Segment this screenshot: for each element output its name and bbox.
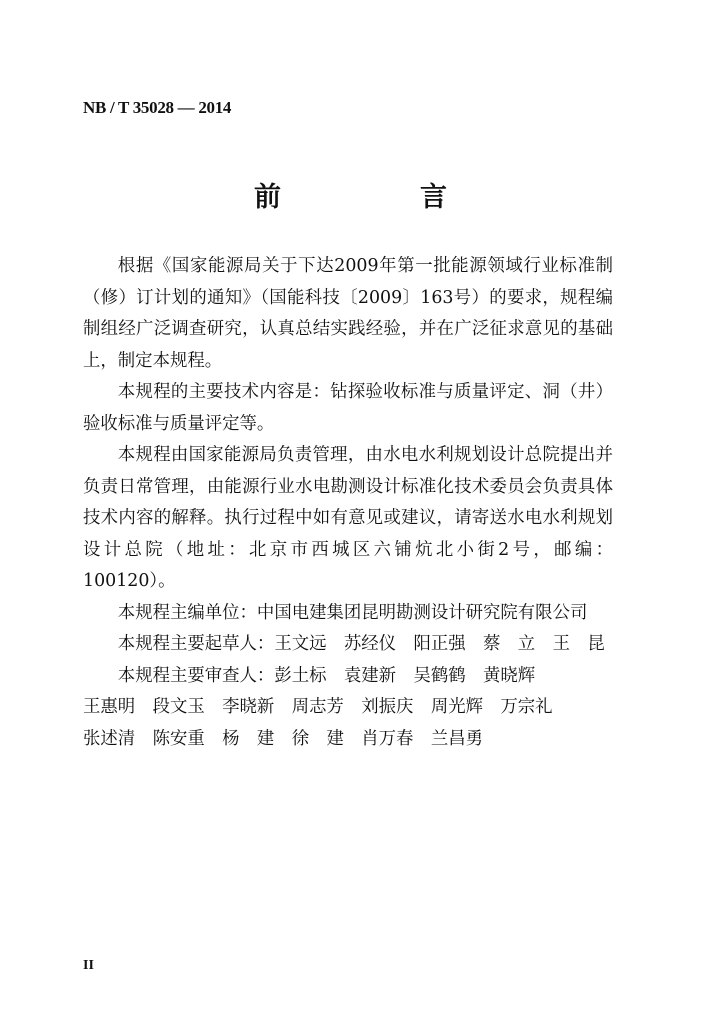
paragraph-main-content: 本规程的主要技术内容是：钻探验收标准与质量评定、洞（井）验收标准与质量评定等。 bbox=[83, 382, 613, 434]
paragraph-management: 本规程由国家能源局负责管理，由水电水利规划设计总院提出并负责日常管理，由能源行业水电勘测设计标准化技术委员会负责具体技术内容的解释。执行过程中如有意见或建议，请寄送水电水利规划设计总院（地址：北京市西城区六铺炕北小街2号，邮编：100120）。 bbox=[83, 445, 613, 591]
reviewers-continued-2: 张述清 陈安重 杨 建 徐 建 肖万春 兰昌勇 bbox=[83, 728, 483, 749]
page-title: 前 言 bbox=[254, 182, 503, 213]
reviewers-continued-1: 王惠明 段文玉 李晓新 周志芳 刘振庆 周光辉 万宗礼 bbox=[83, 697, 553, 717]
document-body bbox=[83, 251, 613, 755]
paragraph-basis: 根据《国家能源局关于下达2009年第一批能源领域行业标准制（修）订计划的通知》（国能科技〔2009〕163号）的要求，规程编制组经广泛调查研究，认真总结实践经验，并在广泛征求意见的基础上，制定本规程。 bbox=[83, 256, 613, 371]
main-drafters: 本规程主要起草人：王文远 苏经仪 阳正强 蔡 立 王 昆 bbox=[117, 634, 605, 654]
main-reviewers: 本规程主要审查人：彭土标 袁建新 吴鹤鹤 黄晓辉 bbox=[117, 665, 536, 686]
page-number: II bbox=[83, 958, 94, 973]
standard-code: NB / T 35028 — 2014 bbox=[83, 98, 232, 117]
chief-editor-unit: 本规程主编单位：中国电建集团昆明勘测设计研究院有限公司 bbox=[117, 602, 588, 623]
